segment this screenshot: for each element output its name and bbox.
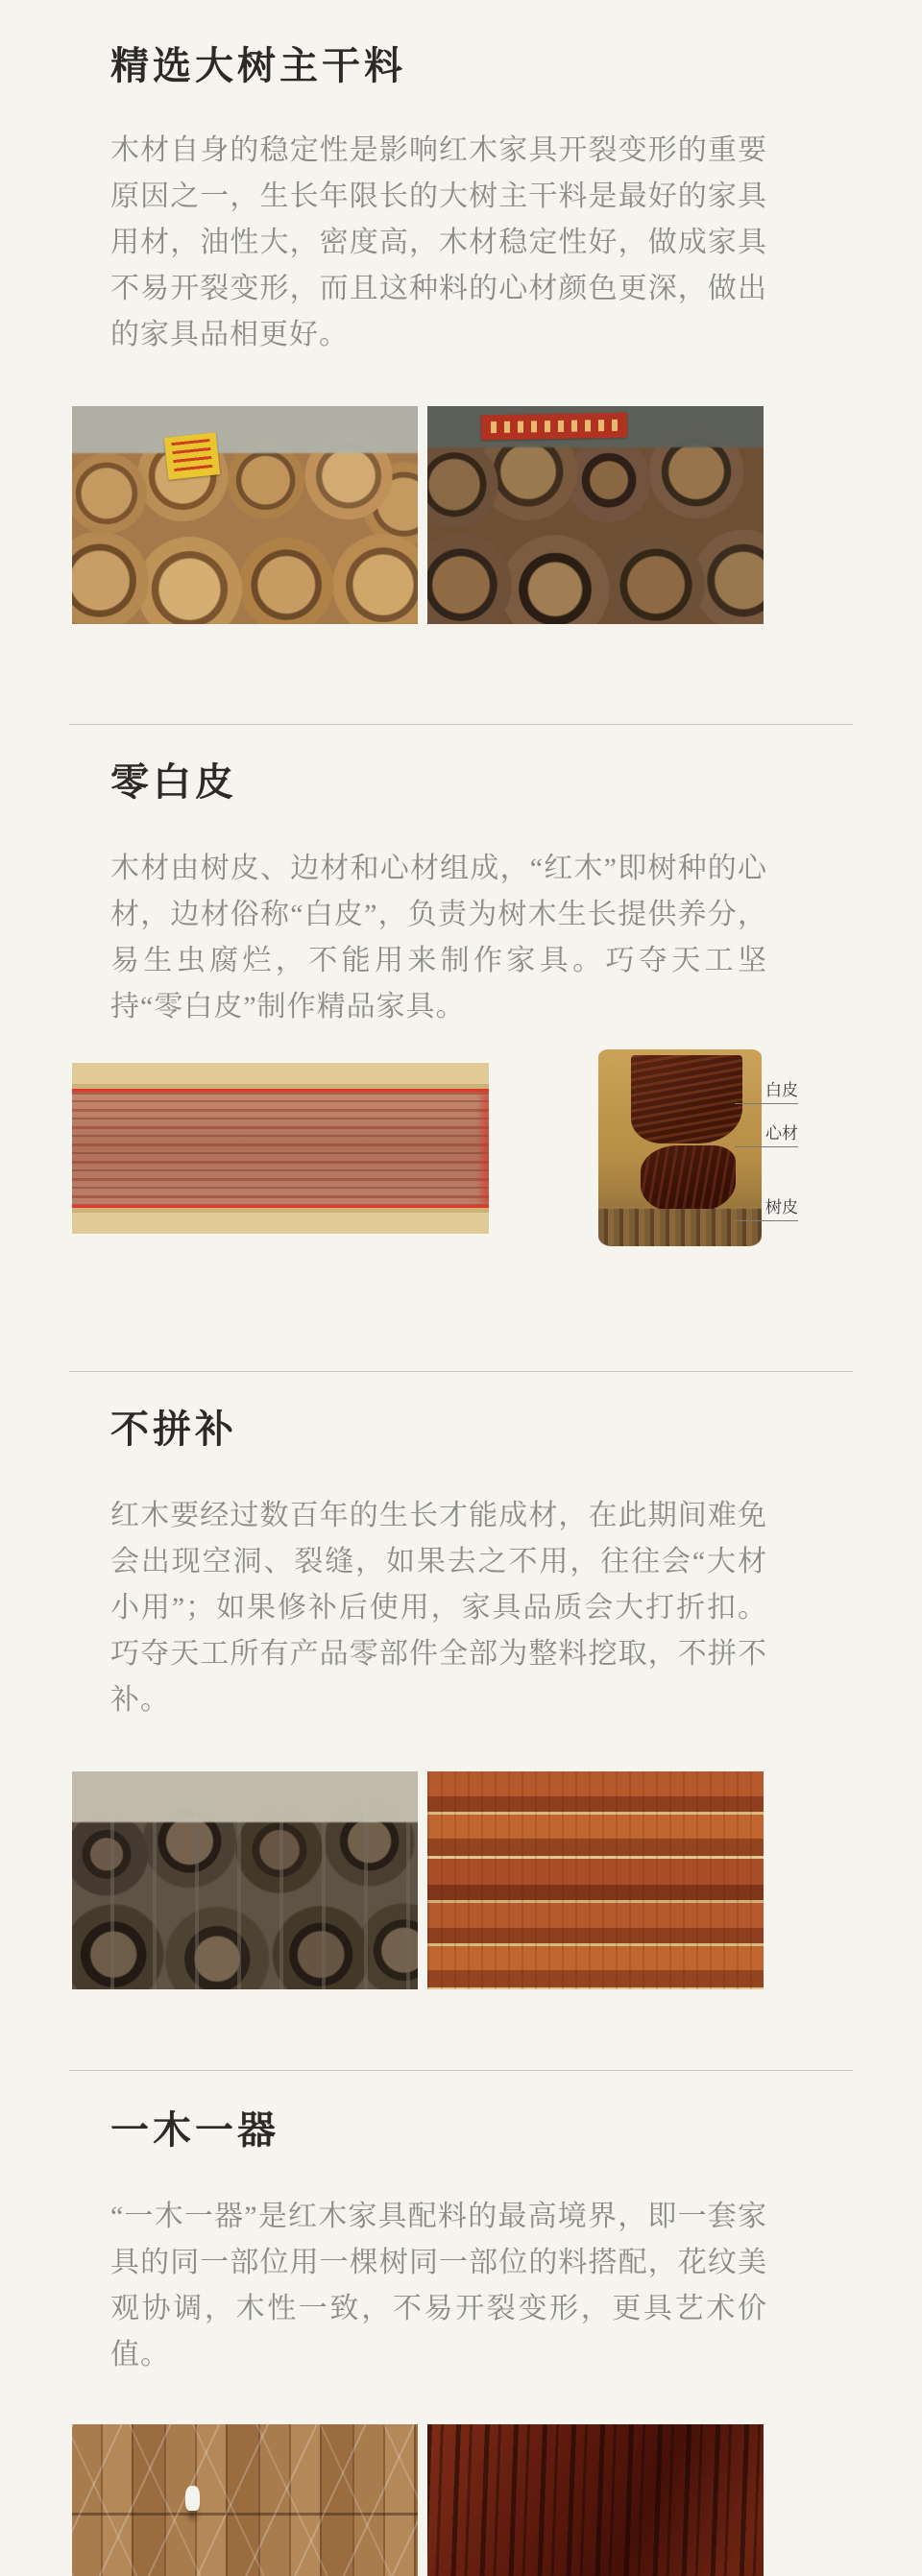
photo-rosewood-grain-closeup (427, 2424, 764, 2576)
photo-row (72, 1771, 922, 1989)
callout-bark-label: 树皮 (735, 1199, 798, 1221)
section-divider (69, 2070, 853, 2071)
section-no-patching (0, 1407, 922, 1989)
yellow-warning-sign (164, 432, 220, 479)
section-title: 一木一器 (110, 2108, 279, 2152)
section-paragraph: 木材自身的稳定性是影响红木家具开裂变形的重要原因之一，生长年限长的大树主干料是最好的家具用材，油性大，密度高，木材稳定性好，做成家具不易开裂变形，而且这种料的心材颜色更深，做出的家具品相更好。 (110, 134, 767, 350)
section-paragraph: “一木一器”是红木家具配料的最高境界，即一套家具的同一部位用一棵树同一部位的料搭配，花纹美观协调，木性一致，不易开裂变形，更具艺术价值。 (110, 2201, 767, 2371)
section-title: 零白皮 (110, 760, 237, 804)
heartwood-upper (631, 1055, 742, 1144)
photo-red-wood-planks (427, 1771, 764, 1989)
callout-sapwood-label: 白皮 (735, 1082, 798, 1104)
photo-row (72, 1049, 831, 1246)
photo-timber-yard-logs-right (427, 406, 764, 624)
person-figure (185, 2486, 200, 2511)
section-select-trunk-material (0, 43, 922, 624)
section-title: 精选大树主干料 (110, 44, 406, 87)
section-zero-sapwood (0, 759, 922, 1246)
heartwood-lower (641, 1145, 736, 1213)
section-paragraph: 木材由树皮、边材和心材组成，“红木”即树种的心材，边材俗称“白皮”，负责为树木生长提供养分，易生虫腐烂，不能用来制作家具。巧夺天工坚持“零白皮”制作精品家具。 (110, 853, 767, 1023)
plank-heartwood-area (72, 1089, 489, 1208)
photo-row (72, 406, 922, 624)
photo-row (72, 2424, 922, 2576)
callout-heartwood-label: 心材 (735, 1125, 798, 1147)
photo-timber-yard-logs-left (72, 406, 418, 624)
section-title: 不拼补 (110, 1408, 237, 1451)
photo-square-timber-stack (72, 1771, 418, 1989)
photo-heartwood-plank (72, 1063, 489, 1234)
section-divider (69, 724, 853, 725)
section-one-wood-one-piece (0, 2107, 922, 2576)
section-paragraph: 红木要经过数百年的生长才能成材，在此期间难免会出现空洞、裂缝，如果去之不用，往往会“大材小用”；如果修补后使用，家具品质会大打折扣。巧夺天工所有产品零部件全部为整料挖取，不拼不补。 (110, 1500, 767, 1716)
photo-matched-boards-overhead (72, 2424, 418, 2576)
red-banner (481, 413, 627, 441)
section-divider (69, 1371, 853, 1372)
